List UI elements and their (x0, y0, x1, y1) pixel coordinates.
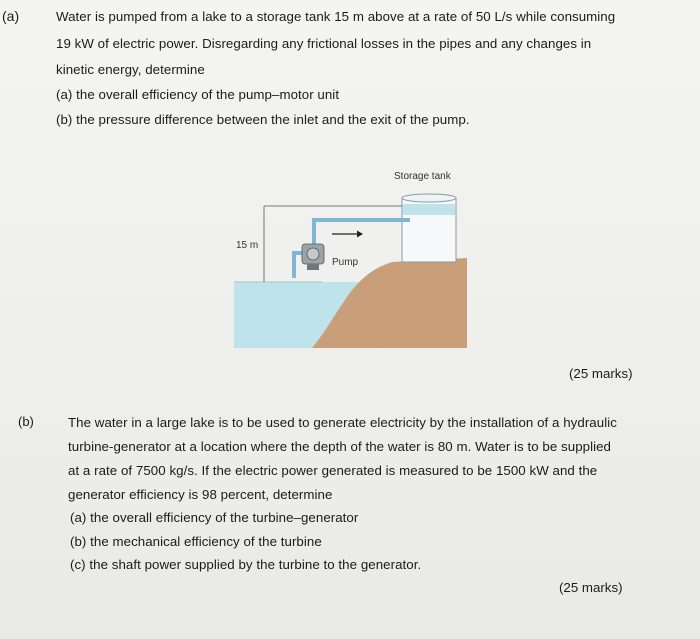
part-a-label: (a) (2, 8, 20, 24)
part-b-subq-c: (c) the shaft power supplied by the turbine to the generator. (70, 557, 422, 572)
part-b-line-2: turbine-generator at a location where the depth of the water is 80 m. Water is to be supplied (68, 439, 611, 454)
part-a-subq-b: (b) the pressure difference between the inlet and the exit of the pump. (56, 112, 470, 127)
pump-base (307, 264, 319, 270)
part-b-line-4: generator efficiency is 98 percent, determine (68, 487, 333, 502)
part-a-line-2: 19 kW of electric power. Disregarding any frictional losses in the pipes and any changes in (56, 36, 592, 51)
part-a-marks: (25 marks) (569, 366, 633, 381)
outlet-pipe (314, 220, 410, 244)
pump-storage-diagram (232, 160, 472, 352)
storage-tank-label: Storage tank (394, 171, 451, 182)
part-a-line-1: Water is pumped from a lake to a storage tank 15 m above at a rate of 50 L/s while consuming (56, 9, 616, 24)
part-b-label: (b) (18, 414, 34, 429)
tank-water (403, 204, 455, 215)
tank-top (402, 194, 456, 202)
part-b-marks: (25 marks) (559, 580, 623, 595)
part-a-line-3: kinetic energy, determine (56, 62, 205, 77)
part-b-line-3: at a rate of 7500 kg/s. If the electric power generated is measured to be 1500 kW and the (68, 463, 598, 478)
part-b-subq-b: (b) the mechanical efficiency of the turbine (70, 534, 322, 549)
part-b-line-1: The water in a large lake is to be used to generate electricity by the installation of a hydraulic (68, 415, 617, 430)
diagram-svg (232, 160, 472, 352)
part-a-subq-a: (a) the overall efficiency of the pump–motor unit (56, 87, 340, 102)
pump-impeller (307, 248, 319, 260)
part-b-subq-a: (a) the overall efficiency of the turbine–generator (70, 510, 359, 525)
pump-label: Pump (332, 257, 359, 268)
height-label: 15 m (236, 240, 259, 251)
flow-arrow-head (357, 231, 363, 238)
